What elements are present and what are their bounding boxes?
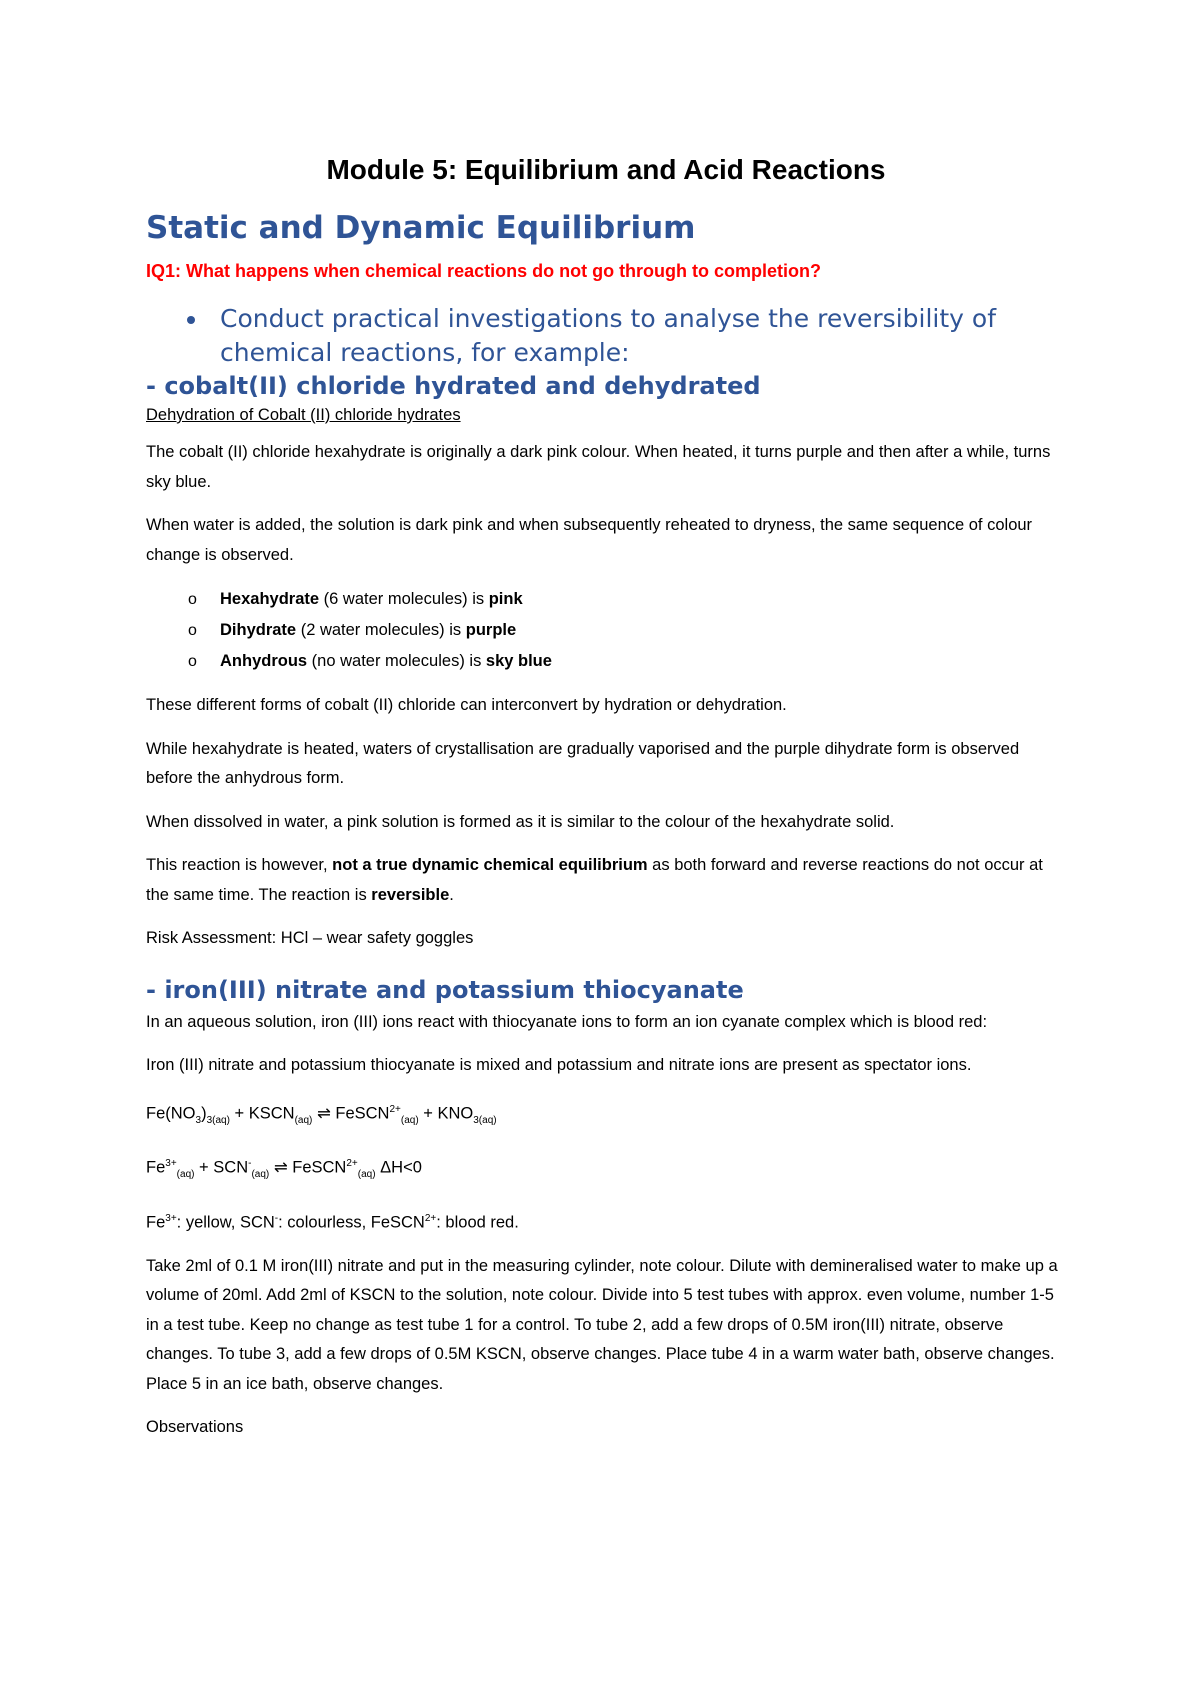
eq-text: )	[201, 1104, 207, 1122]
eq-subscript: (aq)	[400, 1114, 419, 1126]
eq-text: + SCN	[194, 1158, 249, 1177]
eq-superscript: 3+	[165, 1213, 177, 1225]
list-item	[146, 584, 1066, 615]
equation-3	[146, 1204, 1066, 1238]
eq-subscript: 3(aq)	[473, 1114, 497, 1126]
eq-text: : blood red.	[436, 1213, 519, 1232]
eq-text: ⇌ FeSCN	[269, 1158, 347, 1177]
cobalt-paragraph-5: When dissolved in water, a pink solution is formed as it is similar to the colour of the hexahydrate solid.	[146, 812, 895, 831]
eq-text: ΔH<0	[375, 1158, 422, 1177]
equation-1	[146, 1095, 1066, 1136]
list-term: Anhydrous	[220, 652, 308, 670]
eq-subscript: (aq)	[176, 1169, 195, 1181]
iron-heading: - iron(III) nitrate and potassium thiocyanate	[146, 975, 744, 1004]
iron-paragraph-1: In an aqueous solution, iron (III) ions react with thiocyanate ions to form an ion cyanate complex which is blood red:	[146, 1012, 988, 1031]
cobalt-paragraph-2: When water is added, the solution is dark pink and when subsequently reheated to dryness, the same sequence of colour change is observed.	[146, 516, 1033, 564]
list-marker: o	[188, 653, 197, 670]
document-content	[146, 148, 1066, 1443]
risk-assessment: Risk Assessment: HCl – wear safety goggles	[146, 929, 474, 947]
eq-subscript: 3	[195, 1114, 202, 1126]
list-colour: purple	[465, 621, 517, 639]
eq-subscript: (aq)	[294, 1114, 313, 1126]
list-item	[146, 646, 1066, 677]
eq-subscript: (aq)	[357, 1169, 376, 1181]
eq-text: : colourless, FeSCN	[278, 1213, 425, 1232]
list-item	[146, 615, 1066, 646]
document-title: Module 5: Equilibrium and Acid Reactions	[326, 154, 886, 185]
inquiry-question: IQ1: What happens when chemical reactions do not go through to completion?	[146, 261, 822, 281]
cobalt-heading: - cobalt(II) chloride hydrated and dehydrated	[146, 372, 761, 400]
cobalt-paragraph-1: The cobalt (II) chloride hexahydrate is originally a dark pink colour. When heated, it turns purple and then after a while, turns sky blue.	[146, 443, 1051, 491]
bullet-icon	[187, 316, 195, 324]
eq-text: Fe	[146, 1213, 166, 1232]
observations-label: Observations	[146, 1418, 244, 1437]
eq-text: Fe(NO	[146, 1104, 196, 1122]
eq-subscript: (aq)	[251, 1169, 270, 1181]
eq-text: : yellow, SCN	[176, 1213, 275, 1232]
para6-text-b: as both forward and reverse reactions do not occur at the same time. The reaction is	[146, 856, 1043, 904]
dot-point	[146, 302, 1066, 370]
eq-superscript: 2+	[389, 1103, 401, 1115]
list-marker: o	[188, 591, 197, 608]
eq-superscript: -	[248, 1158, 252, 1170]
eq-text: Fe	[146, 1158, 166, 1177]
list-colour: pink	[488, 590, 523, 608]
procedure-paragraph: Take 2ml of 0.1 M iron(III) nitrate and put in the measuring cylinder, note colour. Dilute with demineralised water to make up a volume of 20ml. Add 2ml of KSCN to the solution, note colour. Divide into 5 test tubes with approx. even volume, number 1-5 in a test tube. Keep no change as test tube 1 for a control. To tube 2, add a few drops of 0.5M iron(III) nitrate, observe changes. To tube 3, add a few drops of 0.5M KSCN, observe changes. Place tube 4 in a warm water bath, observe changes. Place 5 in an ice bath, observe changes.	[146, 1256, 1058, 1393]
cobalt-paragraph-6	[146, 851, 1066, 910]
para6-text-a: This reaction is however,	[146, 856, 333, 874]
cobalt-paragraph-4: While hexahydrate is heated, waters of crystallisation are gradually vaporised and the purple dihydrate form is observed before the anhydrous form.	[146, 739, 1020, 787]
list-term: Dihydrate	[220, 621, 297, 639]
cobalt-paragraph-3: These different forms of cobalt (II) chloride can interconvert by hydration or dehydration.	[146, 696, 787, 714]
list-colour: sky blue	[485, 652, 552, 670]
eq-superscript: 3+	[165, 1158, 177, 1170]
dot-point-text: Conduct practical investigations to analyse the reversibility of chemical reactions, for example:	[220, 304, 996, 367]
eq-subscript: 3(aq)	[206, 1114, 230, 1126]
hydrate-list	[146, 584, 1066, 677]
list-desc: (2 water molecules) is	[296, 621, 466, 639]
equation-2	[146, 1149, 1066, 1190]
cobalt-subheading: Dehydration of Cobalt (II) chloride hydrates	[146, 406, 461, 424]
iron-paragraph-2: Iron (III) nitrate and potassium thiocyanate is mixed and potassium and nitrate ions are present as spectator ions.	[146, 1056, 972, 1074]
eq-text: + KSCN	[229, 1104, 295, 1122]
eq-text: ⇌ FeSCN	[312, 1104, 390, 1122]
list-desc: (6 water molecules) is	[319, 590, 489, 608]
para6-bold: not a true dynamic chemical equilibrium	[332, 856, 648, 874]
para6-bold-2: reversible	[371, 885, 450, 904]
eq-superscript: -	[274, 1213, 279, 1225]
para6-text-c: .	[449, 885, 454, 904]
eq-text: + KNO	[418, 1104, 474, 1122]
list-marker: o	[188, 622, 197, 639]
eq-superscript: 2+	[346, 1158, 358, 1170]
section-heading: Static and Dynamic Equilibrium	[146, 210, 696, 246]
list-desc: (no water molecules) is	[307, 652, 486, 670]
eq-superscript: 2+	[424, 1213, 437, 1225]
list-term: Hexahydrate	[220, 590, 320, 608]
